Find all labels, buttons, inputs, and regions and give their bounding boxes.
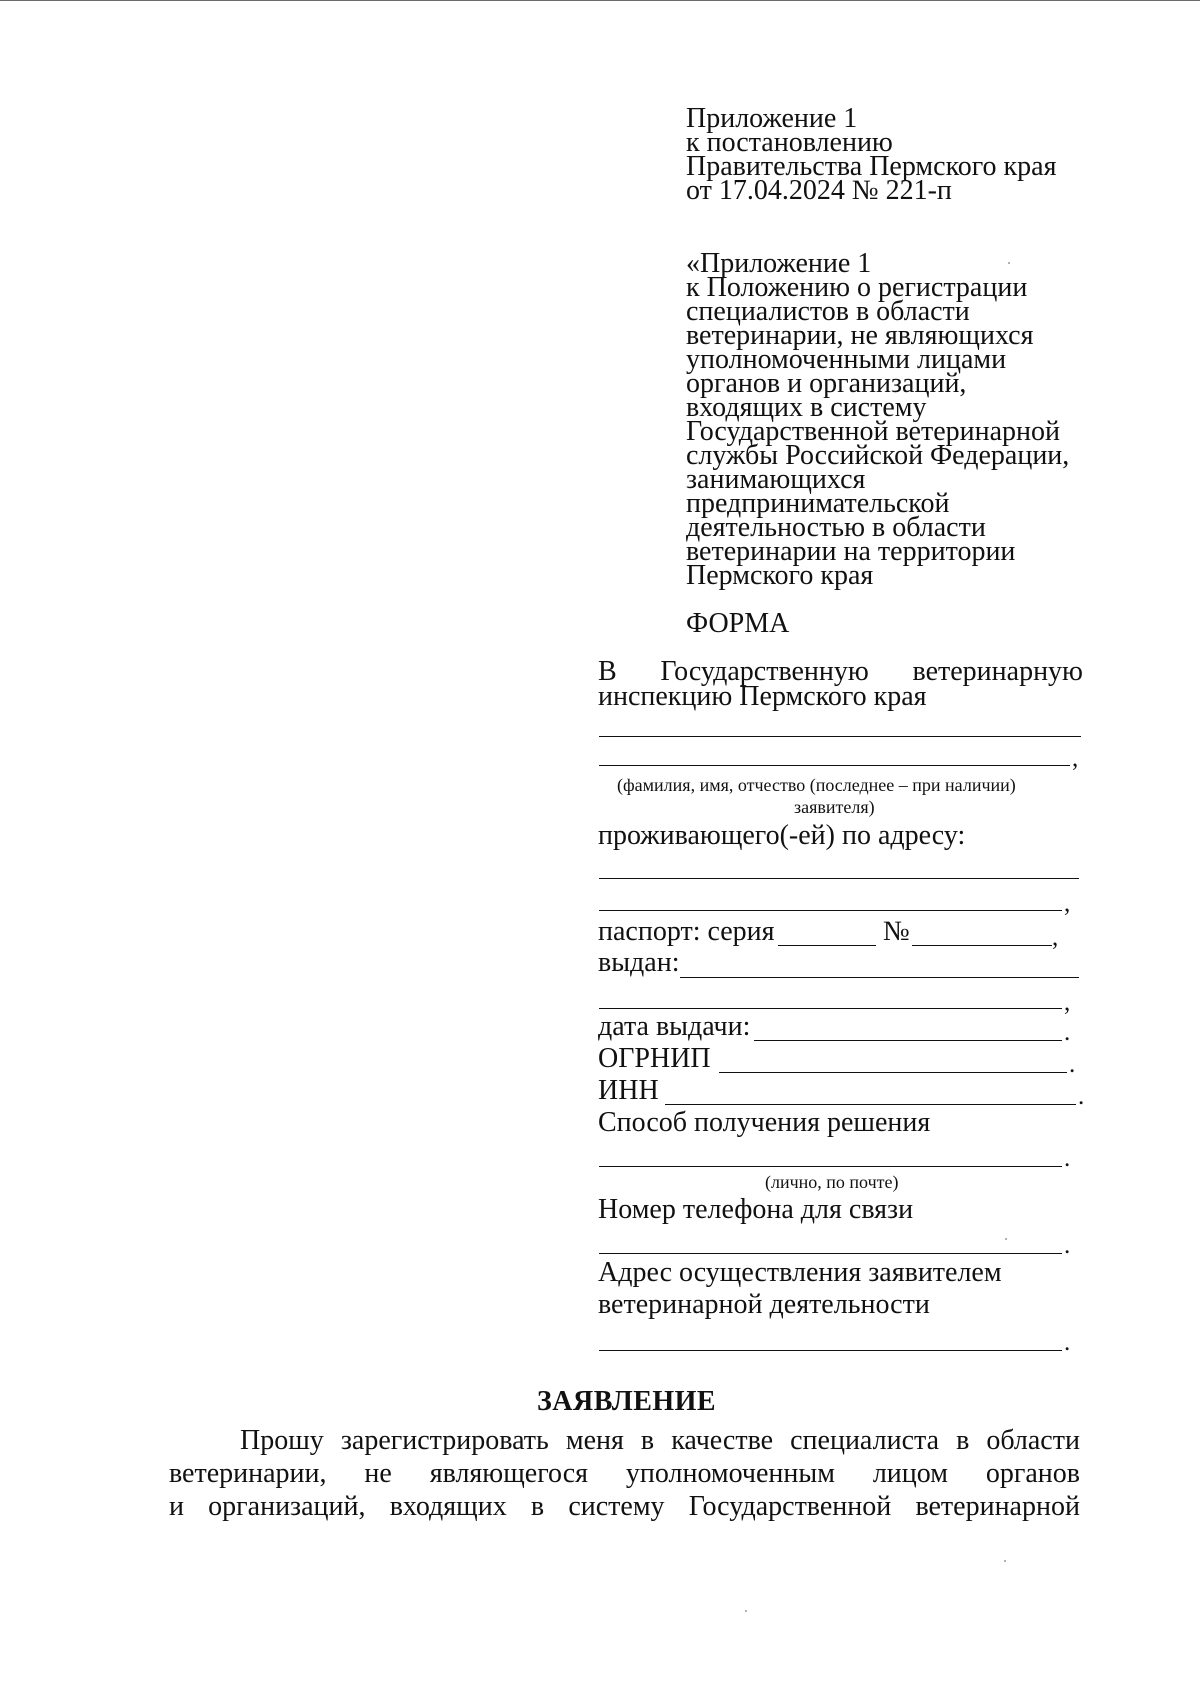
- passport-series-field[interactable]: [778, 945, 876, 946]
- applicant-name-caption: заявителя): [794, 797, 875, 817]
- period: .: [1069, 1051, 1076, 1078]
- applicant-name-line-2[interactable]: [599, 765, 1070, 766]
- period: .: [1064, 1019, 1071, 1046]
- scan-speck: [1004, 1560, 1006, 1562]
- regulation-line: к Положению о регистрации: [686, 272, 1028, 303]
- addressee-line-2: инспекцию Пермского края: [598, 681, 927, 712]
- period: .: [1064, 1329, 1071, 1356]
- issued-by-field[interactable]: [680, 977, 1079, 978]
- regulation-line: Пермского края: [686, 560, 874, 591]
- decision-method-caption: (лично, по почте): [765, 1172, 899, 1192]
- appendix-header-line: Правительства Пермского края: [686, 151, 1057, 182]
- applicant-name-caption: (фамилия, имя, отчество (последнее – при наличии): [617, 775, 1016, 795]
- regulation-line: службы Российской Федерации,: [686, 440, 1070, 471]
- statement-word: не: [364, 1458, 392, 1489]
- statement-word: Прошу: [240, 1425, 324, 1456]
- scan-speck: [1005, 1238, 1007, 1240]
- activity-address-label: ветеринарной деятельности: [598, 1289, 930, 1320]
- regulation-line: органов и организаций,: [686, 368, 967, 399]
- address-line-2[interactable]: [599, 910, 1062, 911]
- address-label: проживающего(-ей) по адресу:: [598, 820, 966, 851]
- decision-method-label: Способ получения решения: [598, 1107, 931, 1138]
- comma: ,: [1072, 745, 1079, 772]
- ogrnip-field[interactable]: [719, 1072, 1067, 1073]
- applicant-name-line-1[interactable]: [599, 736, 1081, 737]
- period: .: [1064, 1232, 1071, 1259]
- statement-word: являющегося: [429, 1458, 588, 1489]
- ogrnip-label: ОГРНИП: [598, 1043, 711, 1074]
- regulation-line: предпринимательской: [686, 488, 950, 519]
- statement-word: Государственной: [688, 1491, 892, 1522]
- regulation-line: ветеринарии на территории: [686, 536, 1016, 567]
- phone-label: Номер телефона для связи: [598, 1194, 914, 1225]
- regulation-line: уполномоченными лицами: [686, 344, 1007, 375]
- appendix-header-line: от 17.04.2024 № 221-п: [686, 175, 952, 206]
- period: .: [1078, 1083, 1085, 1110]
- statement-word: организаций,: [208, 1491, 366, 1522]
- addressee-word: В: [598, 656, 617, 687]
- comma: ,: [1064, 890, 1071, 917]
- statement-word: органов: [985, 1458, 1080, 1489]
- statement-word: качестве: [671, 1425, 774, 1456]
- regulation-line: занимающихся: [686, 464, 866, 495]
- appendix-header-line: Приложение 1: [686, 103, 858, 134]
- appendix-header-line: к постановлению: [686, 127, 893, 158]
- addressee-word: Государственную: [660, 656, 869, 687]
- statement-word: в: [956, 1425, 970, 1456]
- decision-method-field[interactable]: [599, 1166, 1062, 1167]
- statement-line-2: [169, 1459, 1080, 1489]
- passport-number-label: №: [883, 916, 910, 947]
- regulation-line: «Приложение 1: [686, 248, 872, 279]
- statement-word: ветеринарии,: [169, 1458, 327, 1489]
- scan-top-edge: [0, 0, 1200, 1]
- statement-word: уполномоченным: [625, 1458, 835, 1489]
- addressee-word: ветеринарную: [912, 656, 1083, 687]
- issued-by-label: выдан:: [598, 947, 680, 978]
- address-line-1[interactable]: [599, 878, 1079, 879]
- form-label: ФОРМА: [686, 608, 790, 639]
- statement-word: в: [530, 1491, 545, 1522]
- regulation-line: специалистов в области: [686, 296, 970, 327]
- issue-date-label: дата выдачи:: [598, 1011, 751, 1042]
- phone-field[interactable]: [599, 1253, 1062, 1254]
- period: .: [1064, 1145, 1071, 1172]
- statement-word: области: [986, 1425, 1080, 1456]
- issued-by-field-2[interactable]: [599, 1008, 1062, 1009]
- statement-line-1: [240, 1426, 1080, 1456]
- statement-line-3: [169, 1492, 1080, 1522]
- regulation-line: деятельностью в области: [686, 512, 986, 543]
- statement-word: входящих: [389, 1491, 507, 1522]
- passport-series-label: паспорт: серия: [598, 916, 775, 947]
- comma: ,: [1052, 924, 1059, 951]
- inn-field[interactable]: [665, 1104, 1076, 1105]
- scan-speck: [745, 1610, 747, 1612]
- statement-word: зарегистрировать: [340, 1425, 549, 1456]
- regulation-line: Государственной ветеринарной: [686, 416, 1061, 447]
- passport-number-field[interactable]: [912, 945, 1052, 946]
- statement-title: ЗАЯВЛЕНИЕ: [537, 1386, 717, 1417]
- statement-word: меня: [565, 1425, 624, 1456]
- statement-word: и: [169, 1491, 184, 1522]
- inn-label: ИНН: [598, 1075, 659, 1106]
- activity-address-label: Адрес осуществления заявителем: [598, 1257, 1002, 1288]
- regulation-line: входящих в систему: [686, 392, 927, 423]
- comma: ,: [1064, 989, 1071, 1016]
- statement-word: систему: [568, 1491, 665, 1522]
- regulation-line: ветеринарии, не являющихся: [686, 320, 1034, 351]
- scan-speck: [1008, 262, 1010, 264]
- statement-word: лицом: [872, 1458, 948, 1489]
- statement-word: в: [640, 1425, 655, 1456]
- statement-word: ветеринарной: [915, 1491, 1080, 1522]
- issue-date-field[interactable]: [754, 1040, 1062, 1041]
- activity-address-field[interactable]: [599, 1350, 1062, 1351]
- statement-word: специалиста: [790, 1425, 939, 1456]
